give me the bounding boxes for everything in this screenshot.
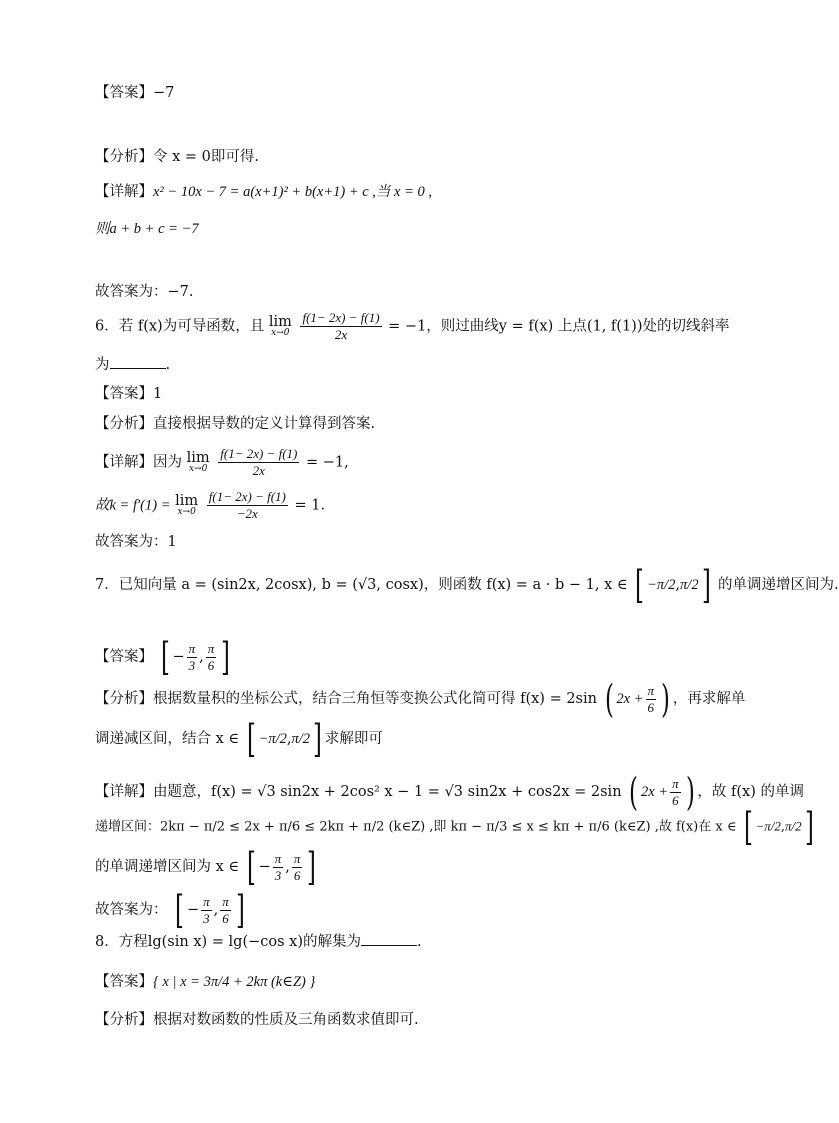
q5-detail-line xyxy=(95,182,432,202)
q6-answer-line: 【答案】1 xyxy=(95,386,163,402)
q7-final-line: 故答案为： [ − $\frac{\pi}{3}$ , $\frac{\pi}{6}$ ] xyxy=(95,888,245,932)
q8-answer-line: 【答案】{ x | x = 3π/4 + 2kπ (k∈Z) } xyxy=(95,974,316,990)
q6-prefix: 6．若 f(x)为可导函数，且 xyxy=(95,318,265,335)
q5-answer-line xyxy=(95,83,174,103)
q7-answer-line: 【答案】 [ − $\frac{\pi}{3}$ , $\frac{\pi}{6}$ ] xyxy=(95,635,231,679)
q7-analysis-line: 【分析】根据数量积的坐标公式，结合三角恒等变换公式化简可得 f(x) = 2sin ( 2x + $\frac{\pi}{6}$ ) ，再求解单 xyxy=(95,677,746,721)
q8-question-line: 8．方程lg(sin x) = lg(−cos x)的解集为 . xyxy=(95,931,422,952)
answer-value: −7 xyxy=(153,85,175,101)
q7-detail-line: 【详解】由题意，f(x) = √3 sin2x + 2cos² x − 1 = √3 sin2x + cos2x = 2sin ( 2x + $\frac{\pi}{6}$ ) ，故 f(x) 的单调 xyxy=(95,770,804,814)
q6-analysis-line: 【分析】直接根据导数的定义计算得到答案. xyxy=(95,416,376,432)
q5-analysis-line xyxy=(95,147,259,167)
q7-question-line: 7．已知向量 a = (sin2x, 2cosx), b = (√3, cosx)，则函数 f(x) = a · b − 1, x ∈ [ −π/2,π/2] 的单调递增区间为. xyxy=(95,563,839,607)
q7-analysis-line2: 调递减区间，结合 x ∈ [ −π/2,π/2] 求解即可 xyxy=(95,717,383,761)
q6-detail-line: 【详解】因为 lim x→0 $\frac{f(1- 2x) - f(1)}{2x}$ = −1, xyxy=(95,446,349,478)
then-text: 则a + b + c = −7 xyxy=(95,221,199,237)
q6-final-line: 故答案为：1 xyxy=(95,534,177,550)
analysis-tag: 【分析】 xyxy=(95,149,153,165)
answer-blank xyxy=(110,354,166,369)
limit-fraction: $\frac{f(1- 2x) - f(1)}{2x}$ xyxy=(302,310,380,342)
q6-so-line: 故k = f′(1) = lim x→0 $\frac{f(1- 2x) - f(1)}{-2x}$ = 1. xyxy=(95,489,326,521)
limit-operator: lim x→0 xyxy=(186,450,210,474)
final-text: 故答案为：−7. xyxy=(95,284,194,300)
limit-fraction: $\frac{f(1- 2x) - f(1)}{2x}$ xyxy=(220,446,298,478)
answer-value: 1 xyxy=(153,386,163,402)
q6-question-line xyxy=(95,310,730,343)
answer-tag: 【答案】 xyxy=(95,85,153,101)
detail-tag: 【详解】 xyxy=(95,184,153,200)
analysis-text: 令 x = 0即可得. xyxy=(153,149,259,165)
q7-detail-line3: 的单调递增区间为 x ∈ [ − $\frac{\pi}{3}$ , $\frac{\pi}{6}$ ] xyxy=(95,845,317,889)
limit-operator: lim x→0 xyxy=(175,493,199,517)
q7-detail-line2: 递增区间：2kπ − π/2 ≤ 2x + π/6 ≤ 2kπ + π/2 (k∈Z) ,即 kπ − π/3 ≤ x ≤ kπ + π/6 (k∈Z) ,故 f(x)在 x ∈ [ −π/2,π/2] xyxy=(95,805,814,849)
limit-fraction: $\frac{f(1- 2x) - f(1)}{-2x}$ xyxy=(208,489,286,521)
q5-then-line xyxy=(95,219,199,239)
q6-question-line2: 为 . xyxy=(95,354,170,375)
answer-blank xyxy=(361,931,417,946)
limit-operator: lim x→0 xyxy=(268,314,292,338)
q5-final-line xyxy=(95,282,193,302)
detail-text: x² − 10x − 7 = a(x+1)² + b(x+1) + c ,当 x = 0 , xyxy=(153,184,433,200)
q8-analysis-line: 【分析】根据对数函数的性质及三角函数求值即可. xyxy=(95,1012,419,1028)
q6-suffix: = −1，则过曲线y = f(x) 上点(1, f(1))处的切线斜率 xyxy=(388,318,730,335)
